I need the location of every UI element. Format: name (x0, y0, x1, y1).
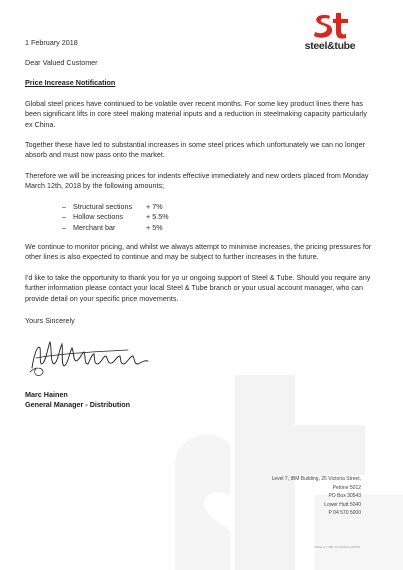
address-line: Lower Hutt 5040 (324, 501, 361, 508)
product-name: Hollow sections (73, 212, 123, 222)
address-line: Level 7, IBM Building, 25 Victoria Street, (271, 476, 361, 482)
letter-date: 1 February 2018 (25, 38, 78, 47)
paragraph-thank-you: I'd like to take the opportunity to thank you for yo ur ongoing support of Steel & Tube. Should you require any further information please contact your local Steel & Tube branch or your usual account manager, who can provide detail on your specific price movements. (25, 273, 371, 303)
brand-logo (294, 13, 366, 55)
signatory-title: General Manager - Distribution (25, 400, 131, 409)
price-increase-list (62, 202, 186, 233)
list-dash: – (62, 202, 66, 211)
list-item (62, 202, 186, 212)
footer-note: STEEL & TUBE HOLDINGS LIMITED (314, 546, 361, 549)
address-line: PO Box 30543 (328, 493, 361, 500)
closing: Yours Sincerely (25, 316, 75, 325)
letter-subject: Price Increase Notification (25, 78, 116, 87)
steel-tube-logo-icon (312, 13, 350, 40)
company-address (250, 475, 361, 518)
list-dash: – (62, 222, 66, 232)
product-name: Structural sections (73, 202, 133, 211)
list-item (62, 212, 186, 222)
product-name: Merchant bar (73, 222, 116, 232)
increase-amount: + 7% (146, 202, 163, 211)
paragraph-price-increases: Together these have led to substantial increases in some steel prices which unfortunately we can no longer absorb and must now pass onto the market. (25, 140, 366, 160)
handwritten-signature-icon (28, 334, 152, 378)
paragraph-monitoring: We continue to monitor pricing, and whilst we always attempt to minimise increases, the pricing pressures for other lines is also expected to continue and may be subject to further increases in the future. (25, 242, 372, 262)
increase-amount: + 5.5% (146, 212, 169, 222)
address-line: Petone 5012 (332, 484, 361, 491)
list-dash: – (62, 212, 66, 222)
increase-amount: + 5% (146, 222, 163, 232)
signatory-name: Marc Hainen (25, 390, 68, 399)
list-item (62, 223, 186, 233)
steel-tube-watermark-icon (175, 355, 403, 570)
salutation: Dear Valued Customer (25, 58, 98, 67)
paragraph-effective-date: Therefore we will be increasing prices for indents effective immediately and new orders placed from Monday March 12th, 2018 by the following amounts; (25, 171, 369, 191)
address-phone: P 04 570 5000 (328, 510, 361, 517)
paragraph-market-volatility: Global steel prices have continued to be volatile over recent months. For some key product lines there has been significant lifts in core steel making material inputs and a reduction in steelmaking capacity particularly ex China. (25, 99, 367, 129)
brand-wordmark: steel&tube (304, 40, 356, 52)
